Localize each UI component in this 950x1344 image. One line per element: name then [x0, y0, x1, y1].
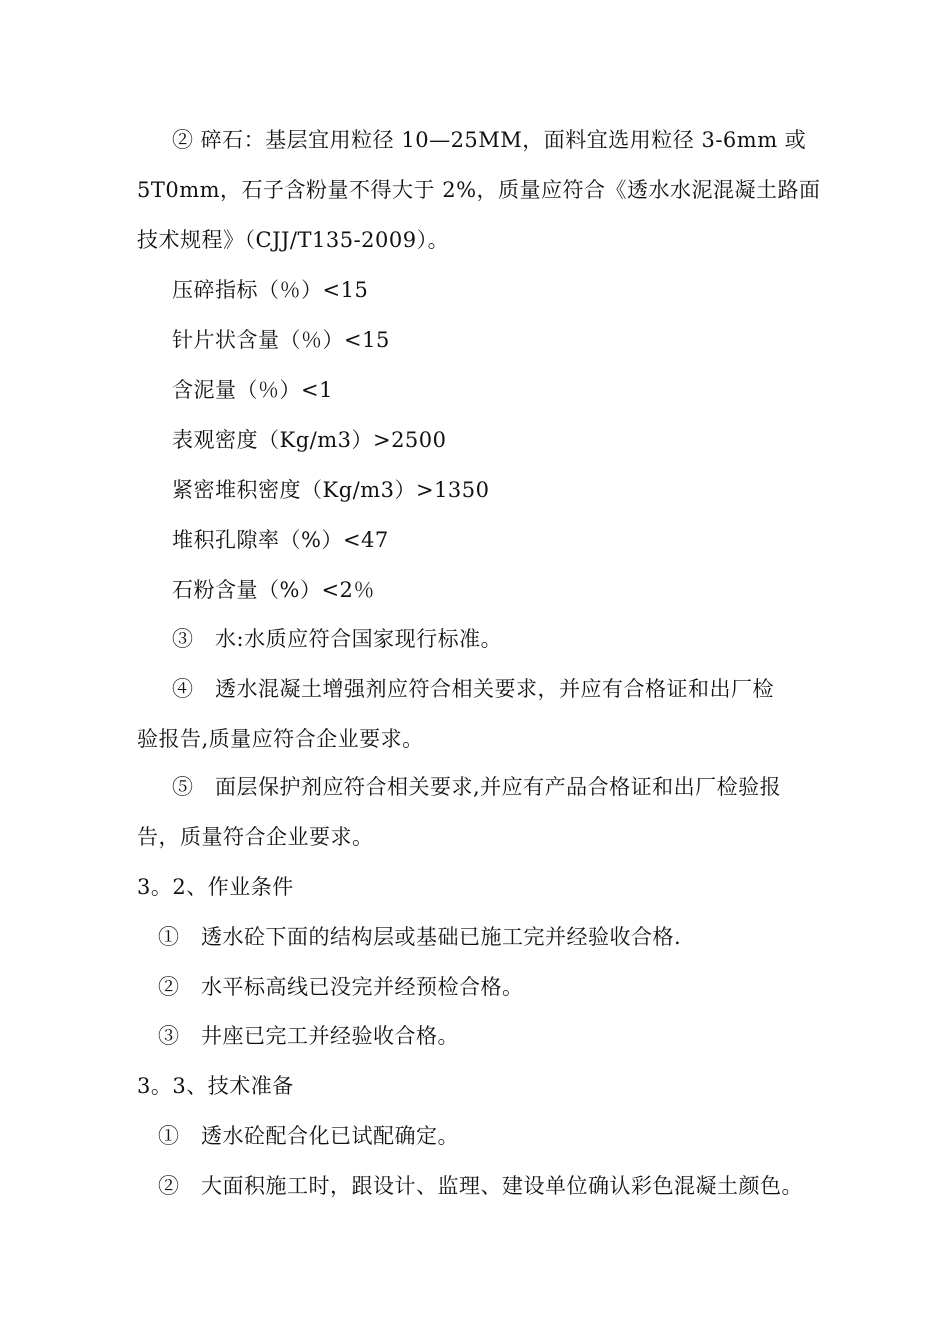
spec-compact-bulk-density: 紧密堆积密度（Kg/m3）>1350	[172, 478, 490, 502]
spec-mud-content: 含泥量（％）<1	[172, 378, 333, 402]
spec-crushing-index: 压碎指标（％）<15	[172, 278, 369, 302]
tech-prep-item-1: ① 透水砼配合化已试配确定。	[158, 1124, 459, 1148]
work-condition-item-3: ③ 井座已完工并经验收合格。	[158, 1024, 459, 1048]
enhancer-paragraph-line-2: 验报告,质量应符合企业要求。	[137, 727, 424, 751]
spec-apparent-density: 表观密度（Kg/m3）>2500	[172, 428, 447, 452]
protectant-paragraph-line-2: 告，质量符合企业要求。	[137, 825, 374, 849]
crushed-stone-paragraph-line-1: ② 碎石：基层宜用粒径 10—25MM，面料宜选用粒径 3-6mm 或	[172, 128, 807, 152]
crushed-stone-paragraph-line-2: 5T0mm，石子含粉量不得大于 2%，质量应符合《透水水泥混凝土路面	[137, 178, 821, 202]
spec-flaky-content: 针片状含量（％）<15	[172, 328, 390, 352]
protectant-paragraph-line-1: ⑤ 面层保护剂应符合相关要求,并应有产品合格证和出厂检验报	[172, 775, 782, 799]
enhancer-paragraph-line-1: ④ 透水混凝土增强剂应符合相关要求，并应有合格证和出厂检	[172, 677, 774, 701]
water-requirement: ③ 水:水质应符合国家现行标准。	[172, 627, 503, 651]
spec-void-ratio: 堆积孔隙率（%）<47	[172, 528, 389, 552]
spec-stone-powder-content: 石粉含量（%）<2％	[172, 578, 375, 602]
work-condition-item-1: ① 透水砼下面的结构层或基础已施工完并经验收合格.	[158, 925, 682, 949]
crushed-stone-paragraph-line-3: 技术规程》（CJJ/T135-2009）。	[137, 228, 450, 252]
work-condition-item-2: ② 水平标高线已没完并经预检合格。	[158, 975, 524, 999]
section-heading-work-conditions: 3。2、作业条件	[137, 875, 294, 899]
tech-prep-item-2: ② 大面积施工时，跟设计、监理、建设单位确认彩色混凝土颜色。	[158, 1174, 803, 1198]
section-heading-tech-prep: 3。3、技术准备	[137, 1074, 294, 1098]
